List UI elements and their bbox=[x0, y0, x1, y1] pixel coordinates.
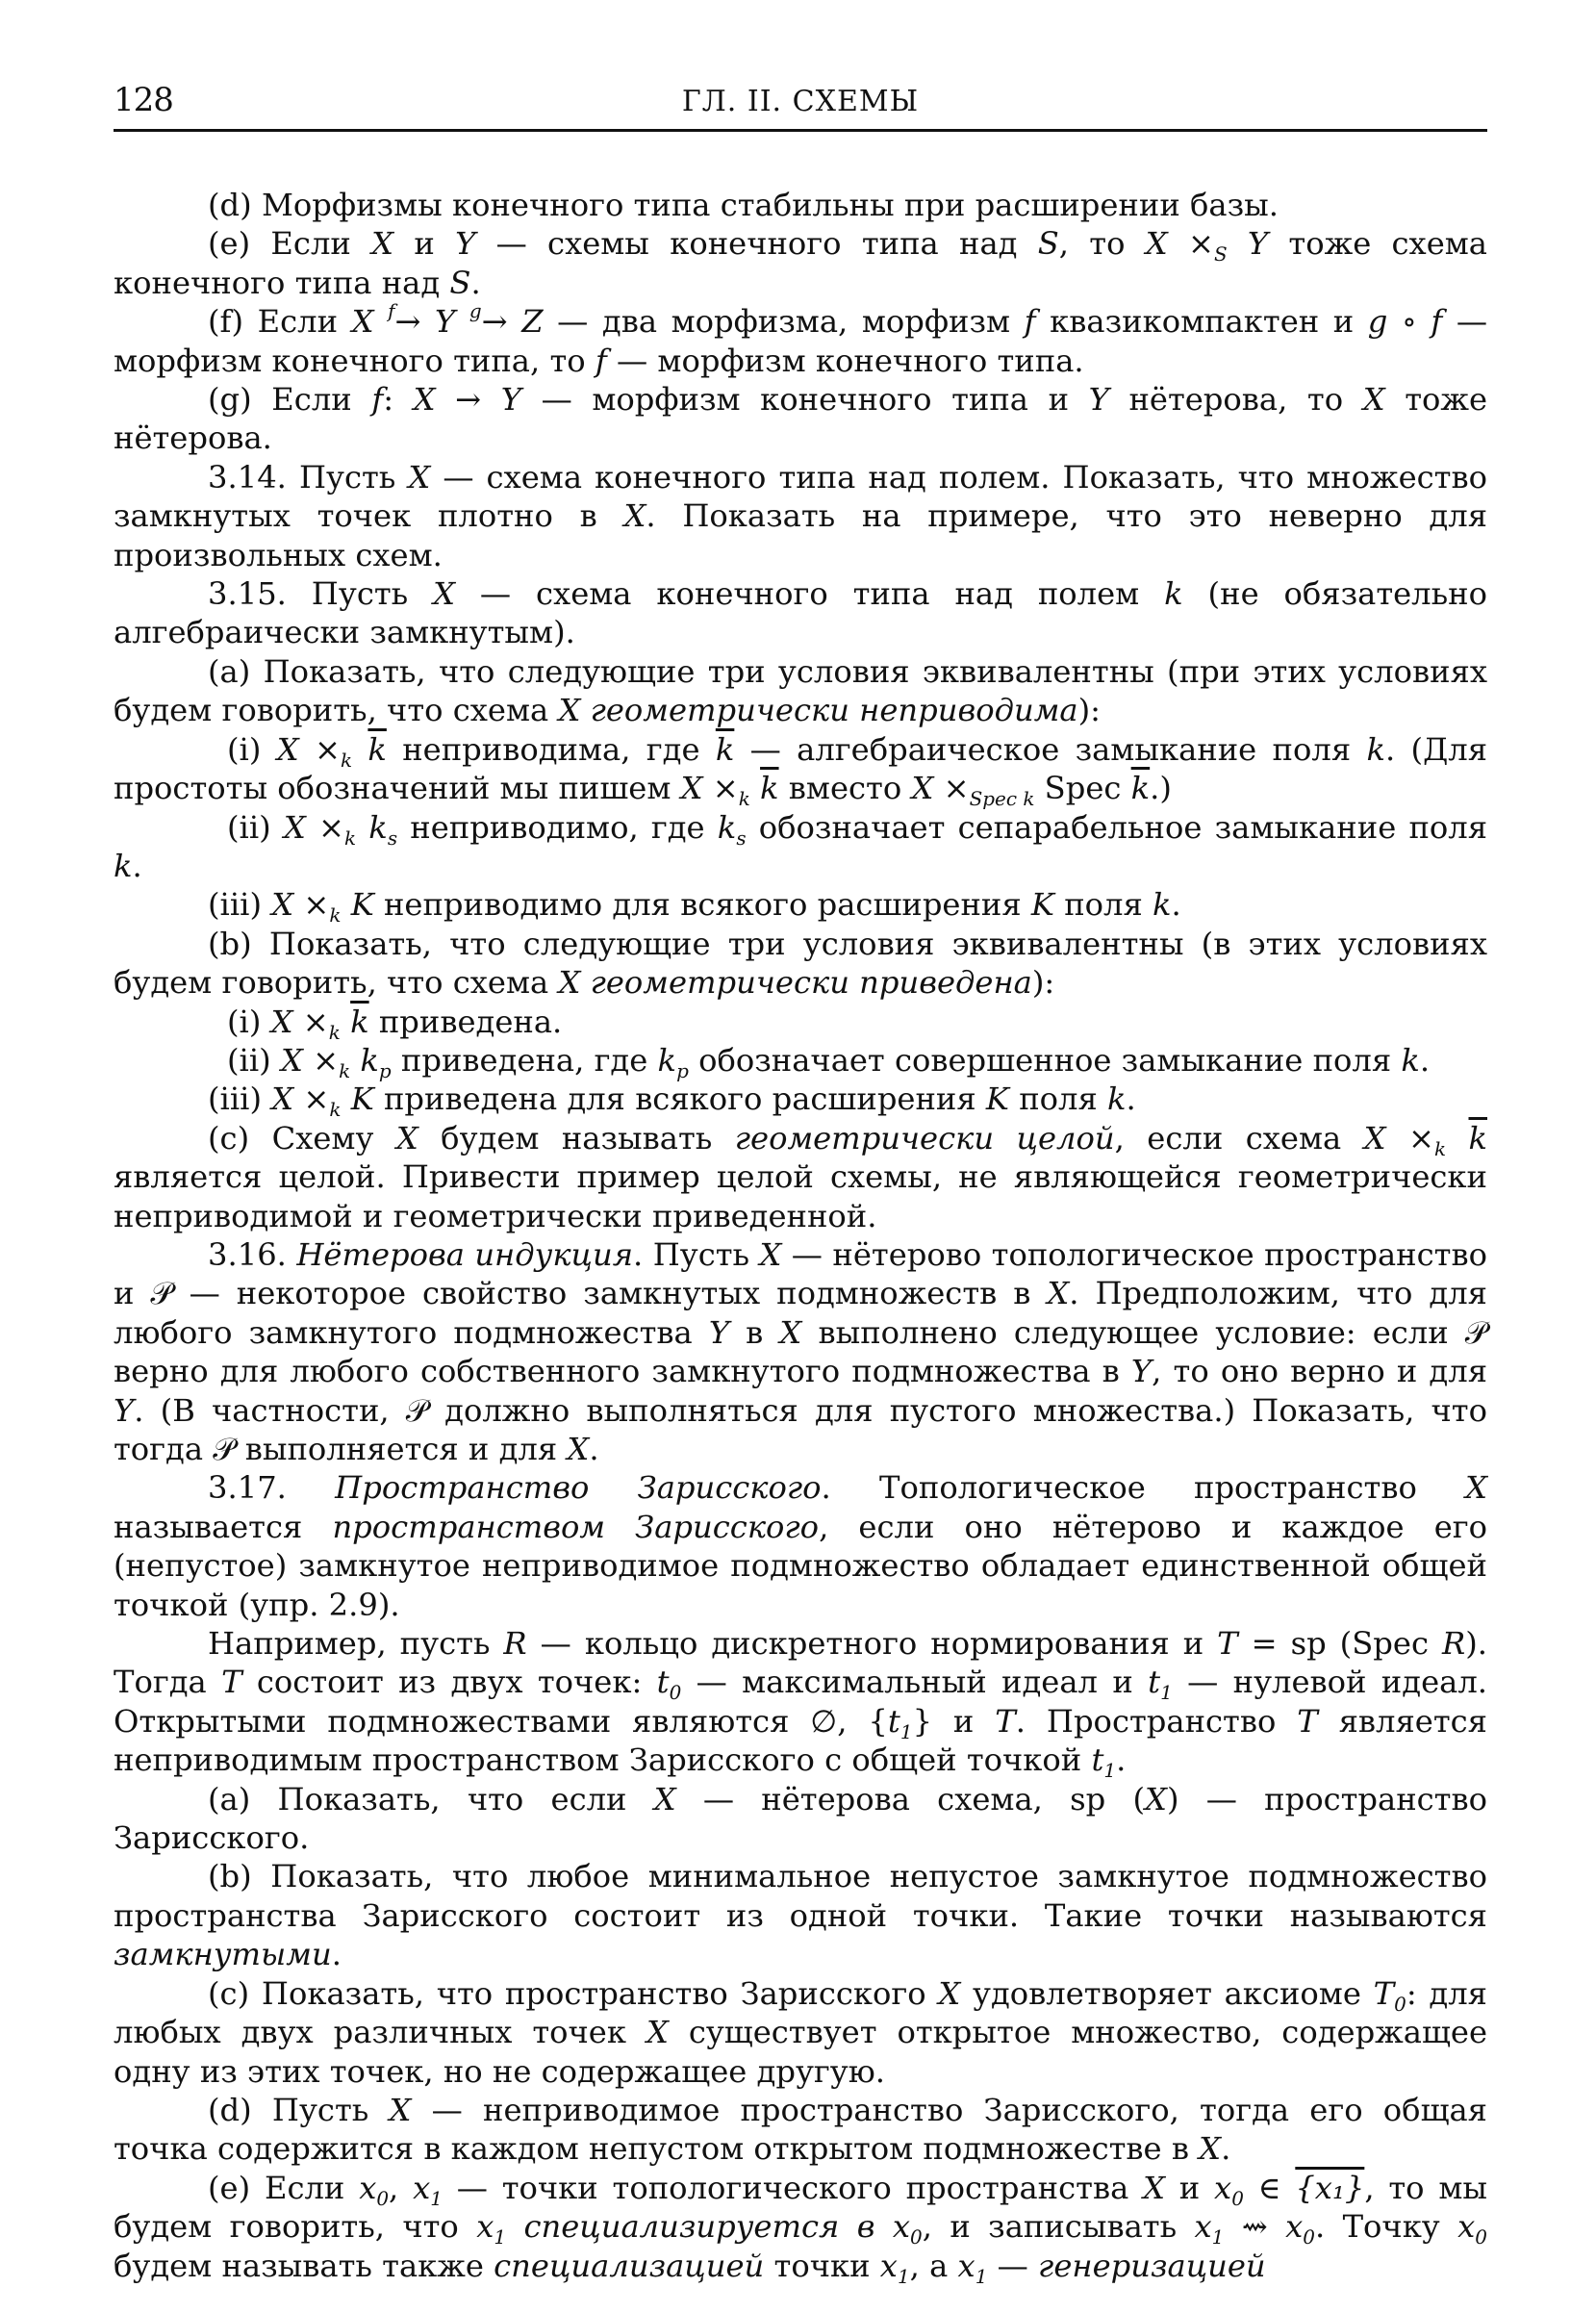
paragraph bbox=[114, 1119, 1487, 1235]
italic-run: Пространство Зарисского bbox=[335, 1469, 822, 1507]
math-subscript: k bbox=[328, 1020, 341, 1044]
math-subscript: 0 bbox=[376, 2186, 390, 2210]
italic-run: Y bbox=[1247, 225, 1269, 263]
header-rule bbox=[114, 129, 1487, 132]
italic-run: f bbox=[1024, 303, 1036, 341]
text-run: ). Тогда bbox=[114, 1625, 1488, 1701]
text-run: , если схема bbox=[1114, 1119, 1364, 1156]
math-closure: $\overline{k}$ bbox=[715, 730, 735, 768]
italic-run: R bbox=[503, 1625, 527, 1663]
math-subscript: 1 bbox=[494, 2225, 507, 2249]
italic-run: X bbox=[759, 1235, 782, 1273]
paragraph bbox=[114, 380, 1487, 458]
page-header bbox=[114, 81, 1487, 123]
text-run: (a) Показать, что если bbox=[208, 1780, 654, 1817]
text-run: — нётерово топологическое пространство и 𝒫 — некоторое свойство замкнутых подмножеств в bbox=[114, 1235, 1487, 1312]
italic-run: T bbox=[1217, 1625, 1238, 1663]
paragraph bbox=[114, 808, 1487, 886]
text-run bbox=[580, 964, 590, 1001]
text-run: . Точку bbox=[1314, 2208, 1458, 2246]
italic-run: f bbox=[1431, 303, 1443, 341]
text-run: точки bbox=[764, 2247, 880, 2284]
italic-run: Y bbox=[708, 1313, 730, 1351]
paragraph bbox=[114, 224, 1487, 302]
italic-run: X bbox=[1047, 1275, 1070, 1312]
text-run: . bbox=[1419, 1041, 1431, 1079]
italic-run: Y bbox=[1088, 381, 1109, 419]
text-run: . Пространство bbox=[1015, 1702, 1298, 1740]
text-run: , bbox=[389, 2169, 414, 2206]
math-subscript: k bbox=[329, 903, 342, 928]
text-run bbox=[352, 731, 367, 768]
text-run: удовлетворяет аксиоме bbox=[960, 1974, 1374, 2012]
text-run: — два морфизма, морфизм bbox=[543, 303, 1025, 341]
italic-run: X bbox=[558, 692, 581, 729]
text-run bbox=[506, 2208, 523, 2245]
italic-run: t bbox=[1091, 1741, 1104, 1779]
text-run: . bbox=[331, 1936, 342, 1973]
italic-run: X bbox=[395, 1119, 418, 1156]
italic-run: k bbox=[1366, 730, 1385, 768]
text-run: вместо bbox=[778, 770, 912, 807]
italic-run: Y bbox=[1130, 1353, 1153, 1390]
text-run: . bbox=[1171, 886, 1181, 924]
text-run: — bbox=[987, 2247, 1039, 2284]
text-run: — схема конечного типа над полем bbox=[455, 575, 1165, 613]
text-run: × bbox=[702, 770, 739, 807]
italic-run: X bbox=[779, 1313, 802, 1351]
italic-run: X bbox=[938, 1974, 961, 2012]
text-run: называется bbox=[114, 1508, 333, 1545]
paragraph bbox=[114, 2091, 1487, 2169]
text-run: — морфизм конечного типа. bbox=[606, 342, 1084, 379]
italic-run: специализируется в bbox=[523, 2208, 875, 2246]
italic-run: k bbox=[368, 808, 388, 846]
italic-run: X bbox=[680, 770, 703, 807]
text-run: 3.14. Пусть bbox=[208, 458, 409, 496]
text-run: (iii) bbox=[208, 1080, 272, 1118]
italic-run: геометрически приведена bbox=[590, 964, 1032, 1002]
text-run: (d) Пусть bbox=[208, 2091, 390, 2128]
text-run: нётерова, то bbox=[1108, 381, 1363, 419]
italic-run: X bbox=[1363, 1119, 1386, 1156]
italic-run: x bbox=[879, 2247, 898, 2284]
text-run: (ii) bbox=[227, 808, 284, 846]
math-subscript: 1 bbox=[899, 1719, 913, 1743]
paragraph bbox=[114, 1003, 1487, 1044]
paragraph bbox=[114, 1857, 1487, 1973]
italic-run: k bbox=[657, 1041, 677, 1079]
text-run: будем называть также bbox=[114, 2247, 494, 2284]
italic-run: T bbox=[995, 1702, 1016, 1740]
text-run: × bbox=[1385, 1119, 1434, 1156]
text-run: . Показать на примере, что это неверно для произвольных схем. bbox=[114, 497, 1487, 573]
italic-run: x bbox=[1285, 2208, 1304, 2246]
italic-run: X bbox=[1143, 2169, 1165, 2206]
italic-run: K bbox=[350, 1080, 374, 1118]
italic-run: X bbox=[389, 2091, 412, 2128]
text-run: 3.16. bbox=[208, 1235, 297, 1273]
italic-run: S bbox=[1037, 225, 1059, 263]
math-subscript: k bbox=[738, 787, 750, 811]
text-run: приведена для всякого расширения bbox=[373, 1080, 986, 1118]
text-run: × bbox=[293, 1080, 330, 1118]
text-run: — неприводимое пространство Зарисского, тогда его общая точка содержится в каждом непустом открытом подмножестве в bbox=[114, 2091, 1487, 2168]
italic-run: f bbox=[595, 342, 607, 379]
text-run: и bbox=[393, 225, 456, 263]
text-run: ) — пространство Зарисского. bbox=[114, 1780, 1487, 1857]
text-run: неприводимо для всякого расширения bbox=[373, 886, 1031, 924]
paragraph bbox=[114, 1468, 1487, 1624]
italic-run: K bbox=[1030, 886, 1054, 924]
text-run: поля bbox=[1053, 886, 1153, 924]
text-run bbox=[455, 303, 469, 340]
text-run: (b) Показать, что любое минимальное непустое замкнутое подмножество пространства Зарисского состоит из одной точки. Такие точки называются bbox=[114, 1858, 1487, 1934]
text-run: , то bbox=[1058, 225, 1146, 263]
italic-run: t bbox=[887, 1702, 900, 1740]
text-run bbox=[350, 1042, 360, 1079]
italic-run: X bbox=[408, 458, 431, 496]
paragraph bbox=[114, 1041, 1487, 1080]
math-closure: $\overline{k}$ bbox=[350, 1003, 369, 1040]
italic-run: T bbox=[1373, 1974, 1395, 2012]
italic-run: k bbox=[1153, 886, 1172, 924]
italic-run: K bbox=[985, 1080, 1009, 1118]
text-run: (i) bbox=[227, 730, 277, 768]
text-run: , то мы будем говорить, что bbox=[114, 2169, 1487, 2246]
text-run: квазикомпактен и bbox=[1035, 303, 1368, 341]
text-run bbox=[356, 809, 368, 846]
paragraph bbox=[114, 885, 1487, 928]
italic-run: X bbox=[371, 225, 394, 263]
italic-run: K bbox=[350, 886, 374, 924]
text-run: — точки топологического пространства bbox=[442, 2169, 1144, 2206]
text-run: , то оно верно и для bbox=[1152, 1353, 1487, 1390]
italic-run: генеризацией bbox=[1038, 2247, 1266, 2284]
italic-run: x bbox=[1457, 2208, 1476, 2246]
math-subscript: p bbox=[676, 1058, 689, 1082]
text-run bbox=[1228, 225, 1248, 262]
italic-run: X bbox=[1145, 225, 1168, 263]
italic-run: X bbox=[351, 303, 374, 341]
text-run: поля bbox=[1008, 1080, 1108, 1118]
italic-run: x bbox=[1194, 2208, 1212, 2246]
text-run: × bbox=[292, 1003, 329, 1040]
running-head: ГЛ. II. СХЕМЫ bbox=[681, 85, 920, 118]
italic-run: k bbox=[360, 1041, 379, 1079]
text-run: = sp (Spec bbox=[1237, 1625, 1442, 1663]
math-subscript: 1 bbox=[1103, 1759, 1117, 1783]
math-subscript: 1 bbox=[1160, 1681, 1173, 1705]
text-run: — максимальный идеал и bbox=[681, 1664, 1149, 1701]
text-run: (e) Если bbox=[208, 225, 372, 263]
paragraph bbox=[114, 1624, 1488, 1783]
math-subscript: 1 bbox=[975, 2264, 988, 2288]
text-run: ∈ bbox=[1243, 2169, 1296, 2206]
text-run: : для любых двух различных точек bbox=[114, 1974, 1487, 2051]
text-run: (f) Если bbox=[208, 303, 352, 341]
page-number: 128 bbox=[114, 81, 173, 119]
text-run: Например, пусть bbox=[208, 1625, 504, 1663]
text-run bbox=[374, 303, 389, 340]
text-run: существует открытое множество, содержащее одну из этих точек, но не содержащее другую. bbox=[114, 2014, 1487, 2090]
italic-run: k bbox=[114, 847, 133, 884]
text-run: приведена. bbox=[368, 1003, 563, 1040]
italic-run: t bbox=[1148, 1664, 1161, 1701]
paragraph bbox=[114, 299, 1488, 380]
text-run: . bbox=[589, 1431, 599, 1467]
italic-run: X bbox=[1362, 381, 1385, 419]
text-run: ∘ bbox=[1387, 303, 1431, 341]
text-run: — нётерова схема, sp ( bbox=[675, 1780, 1146, 1817]
italic-run: Z bbox=[521, 303, 544, 341]
paragraph bbox=[114, 730, 1487, 811]
text-run: Spec bbox=[1034, 770, 1131, 807]
text-run: (iii) bbox=[208, 886, 272, 924]
text-run: 3.15. Пусть bbox=[208, 575, 434, 613]
italic-run: X bbox=[433, 575, 456, 613]
italic-run: k bbox=[1164, 575, 1183, 613]
text-run: . bbox=[132, 847, 142, 884]
italic-run: X bbox=[413, 381, 436, 419]
italic-run: Y bbox=[114, 1391, 135, 1429]
text-run bbox=[341, 1080, 350, 1117]
text-run: (ii) bbox=[227, 1041, 281, 1079]
math-subscript: k bbox=[340, 748, 353, 772]
arrow-label: f bbox=[388, 299, 395, 323]
text-run: является целой. Привести пример целой схемы, не являющейся геометрически неприводимой и геометрически приведенной. bbox=[114, 1158, 1487, 1234]
math-subscript: 0 bbox=[669, 1681, 682, 1705]
italic-run: X bbox=[653, 1780, 676, 1817]
italic-run: X bbox=[1465, 1469, 1488, 1507]
text-run: — алгебраическое замыкание поля bbox=[734, 730, 1367, 768]
math-subscript: S bbox=[1213, 242, 1228, 267]
italic-run: x bbox=[476, 2208, 494, 2246]
text-run: . bbox=[1221, 2130, 1231, 2168]
paragraph bbox=[114, 652, 1487, 730]
math-subscript: 1 bbox=[897, 2264, 910, 2288]
text-run: × bbox=[302, 1041, 340, 1079]
italic-run: X bbox=[567, 1431, 590, 1467]
text-run: (c) Схему bbox=[208, 1119, 396, 1156]
text-run: , если оно нётерово и каждое его (непустое) замкнутое неприводимое подмножество обладает единственной общей точкой (упр. 2.9). bbox=[114, 1508, 1487, 1623]
math-subscript: k bbox=[344, 826, 357, 850]
text-run: ): bbox=[1077, 692, 1102, 729]
text-run: неприводимо, где bbox=[397, 808, 718, 846]
paragraph bbox=[114, 1974, 1487, 2091]
text-run: . bbox=[470, 264, 481, 301]
math-subscript: 1 bbox=[1211, 2225, 1225, 2249]
italic-run: геометрически неприводима bbox=[590, 692, 1078, 729]
text-run: , и записывать bbox=[922, 2208, 1195, 2246]
italic-run: T bbox=[221, 1664, 242, 1701]
math-subscript: k bbox=[329, 1098, 342, 1122]
math-subscript: 1 bbox=[430, 2186, 443, 2210]
text-run: : bbox=[383, 381, 414, 419]
text-run: неприводима, где bbox=[386, 730, 716, 768]
italic-run: X bbox=[276, 730, 299, 768]
math-subscript: s bbox=[387, 826, 398, 850]
text-run: ): bbox=[1031, 964, 1055, 1002]
italic-run: k bbox=[717, 808, 737, 846]
text-run: — схемы конечного типа над bbox=[475, 225, 1038, 263]
text-run bbox=[580, 692, 590, 728]
math-subscript: k bbox=[339, 1058, 351, 1082]
italic-run: g bbox=[1367, 303, 1388, 341]
text-run: тоже схема конечного типа над bbox=[114, 225, 1487, 301]
text-run: (i) bbox=[227, 1003, 271, 1040]
text-run: × bbox=[305, 808, 344, 846]
paragraph bbox=[114, 1080, 1487, 1122]
text-run bbox=[341, 1004, 350, 1040]
text-run: — морфизм конечного типа и bbox=[520, 381, 1089, 419]
italic-run: x bbox=[413, 2169, 431, 2206]
italic-run: геометрически целой bbox=[734, 1119, 1115, 1156]
italic-run: f bbox=[371, 381, 384, 419]
italic-run: X bbox=[1145, 1780, 1167, 1817]
italic-run: x bbox=[892, 2208, 910, 2246]
math-closure: $\overline{k}$ bbox=[760, 770, 779, 807]
math-subscript: Spec k bbox=[969, 787, 1035, 811]
paragraph bbox=[114, 186, 1487, 224]
math-subscript: s bbox=[736, 826, 747, 850]
math-subscript: 0 bbox=[1303, 2225, 1315, 2249]
italic-run: X bbox=[646, 2014, 669, 2051]
text-run: обозначает сепарабельное замыкание поля bbox=[746, 808, 1488, 846]
paragraph bbox=[114, 1235, 1487, 1468]
math-closure: $\overline{k}$ bbox=[1130, 770, 1151, 807]
text-run: . bbox=[1126, 1080, 1136, 1118]
text-run: (не обязательно алгебраически замкнутым). bbox=[114, 575, 1487, 651]
text-run: × bbox=[298, 730, 341, 768]
math-subscript: 0 bbox=[1394, 1992, 1406, 2016]
text-run: приведена, где bbox=[391, 1041, 658, 1079]
text-run: . bbox=[1116, 1741, 1127, 1779]
text-run: . (Для простоты обозначений мы пишем bbox=[114, 730, 1487, 807]
italic-run: Y bbox=[435, 303, 456, 341]
italic-run: x bbox=[957, 2247, 975, 2284]
italic-run: k bbox=[1401, 1041, 1420, 1079]
math-subscript: p bbox=[378, 1058, 392, 1082]
math-subscript: 0 bbox=[910, 2225, 923, 2249]
italic-run: x bbox=[1214, 2169, 1232, 2206]
text-run: } и bbox=[912, 1702, 996, 1740]
text-run: — нулевой идеал. Открытыми подмножествами являются ∅, { bbox=[114, 1664, 1487, 1740]
text-run: — схема конечного типа над полем. Показать, что множество замкнутых точек плотно в bbox=[114, 458, 1487, 535]
math-closure: $\overline{k}$ bbox=[1468, 1119, 1488, 1156]
text-run: будем называть bbox=[418, 1119, 735, 1156]
text-run: (c) Показать, что пространство Зарисского bbox=[208, 1974, 939, 2012]
italic-run: пространством Зарисского bbox=[332, 1508, 820, 1545]
text-run: состоит из двух точек: bbox=[241, 1664, 657, 1701]
text-run: (b) Показать, что следующие три условия эквивалентны (в этих условиях будем говорить, что схема bbox=[114, 925, 1487, 1002]
italic-run: X bbox=[271, 886, 294, 924]
text-run: является неприводимым пространством Зарисского с общей точкой bbox=[114, 1702, 1487, 1779]
text-run: → bbox=[435, 381, 501, 419]
text-run: × bbox=[1167, 225, 1214, 263]
text-run: ⇝ bbox=[1224, 2208, 1286, 2246]
text-run: — морфизм конечного типа, то bbox=[114, 303, 1488, 379]
italic-run: x bbox=[359, 2169, 377, 2206]
italic-run: k bbox=[1107, 1080, 1127, 1118]
text-run: (a) Показать, что следующие три условия эквивалентны (при этих условиях будем говорить, что схема bbox=[114, 652, 1487, 729]
text-run: . Топологическое пространство bbox=[821, 1469, 1466, 1507]
italic-run: Y bbox=[500, 381, 521, 419]
text-run bbox=[341, 886, 350, 923]
italic-run: R bbox=[1441, 1625, 1466, 1663]
italic-run: S bbox=[449, 264, 471, 301]
italic-run: T bbox=[1297, 1702, 1318, 1740]
text-run bbox=[1446, 1120, 1468, 1156]
math-closure: {x₁} bbox=[1295, 2169, 1365, 2206]
italic-run: X bbox=[1199, 2130, 1222, 2168]
paragraph bbox=[114, 574, 1487, 652]
italic-run: X bbox=[283, 808, 306, 846]
paragraph bbox=[114, 458, 1487, 574]
text-run: , а bbox=[909, 2247, 958, 2284]
italic-run: замкнутыми bbox=[114, 1936, 332, 1973]
text-run bbox=[750, 770, 760, 806]
text-run: .) bbox=[1150, 770, 1172, 807]
text-run: (d) Морфизмы конечного типа стабильны при расширении базы. bbox=[208, 187, 1279, 223]
text-run: в bbox=[729, 1313, 780, 1351]
italic-run: X bbox=[623, 497, 646, 535]
text-run: (e) Если bbox=[208, 2169, 360, 2206]
italic-run: Y bbox=[455, 225, 476, 263]
text-run: × bbox=[933, 770, 970, 807]
italic-run: X bbox=[270, 1003, 293, 1040]
italic-run: X bbox=[558, 964, 581, 1002]
text-run: . Пусть bbox=[633, 1235, 760, 1273]
paragraph bbox=[114, 2169, 1487, 2288]
italic-run: специализацией bbox=[494, 2247, 765, 2284]
text-run: (g) Если bbox=[208, 381, 372, 419]
page-body bbox=[114, 186, 1488, 2288]
text-run: → bbox=[481, 303, 522, 341]
text-run: и bbox=[1164, 2169, 1215, 2206]
math-subscript: 0 bbox=[1475, 2225, 1487, 2249]
book-page bbox=[114, 81, 1488, 2288]
text-run: . (В частности, 𝒫 должно выполняться для пустого множества.) Показать, что тогда 𝒫 выполняется и для bbox=[114, 1391, 1487, 1467]
text-run: выполнено следующее условие: если 𝒫 верно для любого собственного замкнутого подмножества в bbox=[114, 1313, 1487, 1390]
italic-run: t bbox=[656, 1664, 670, 1701]
paragraph bbox=[114, 1780, 1487, 1858]
text-run: . Предположим, что для любого замкнутого подмножества bbox=[114, 1275, 1487, 1351]
italic-run: Нётерова индукция bbox=[296, 1235, 634, 1273]
text-run: × bbox=[293, 886, 330, 924]
text-run: — кольцо дискретного нормирования и bbox=[526, 1625, 1218, 1663]
math-closure: $\overline{k}$ bbox=[367, 730, 387, 768]
paragraph bbox=[114, 925, 1487, 1003]
text-run bbox=[874, 2208, 892, 2245]
math-subscript: 0 bbox=[1231, 2186, 1244, 2210]
arrow-label: g bbox=[469, 299, 482, 323]
text-run: 3.17. bbox=[208, 1469, 336, 1507]
text-run: → bbox=[394, 303, 436, 341]
text-run: обозначает совершенное замыкание поля bbox=[688, 1041, 1402, 1079]
italic-run: X bbox=[280, 1041, 303, 1079]
italic-run: X bbox=[911, 770, 934, 807]
math-subscript: k bbox=[1433, 1136, 1447, 1160]
text-run: тоже нётерова. bbox=[114, 381, 1488, 457]
italic-run: X bbox=[271, 1080, 294, 1118]
